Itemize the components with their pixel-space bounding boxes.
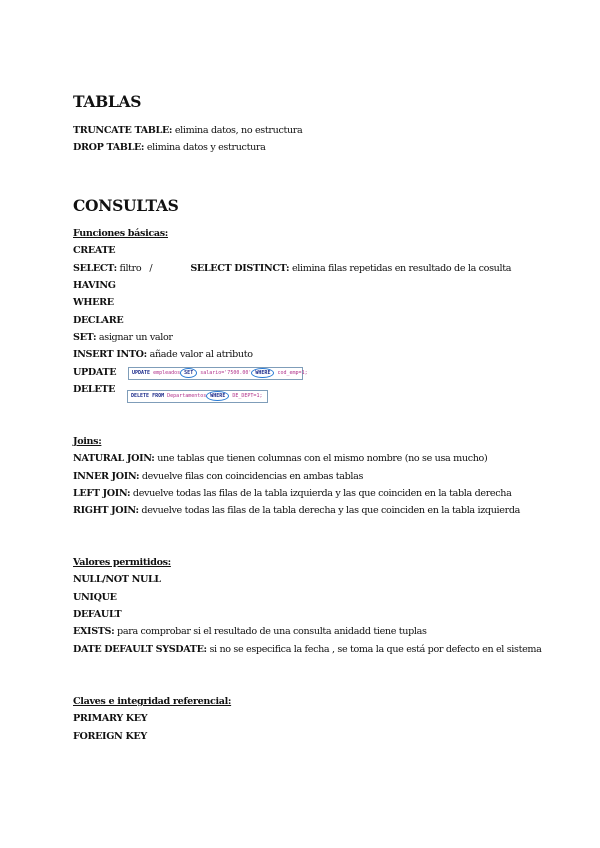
section-joins bbox=[73, 433, 520, 520]
subheading: Funciones básicas: bbox=[73, 228, 168, 239]
section-claves: Claves e integridad referencial: PRIMARY KEY FOREIGN KEY bbox=[73, 696, 232, 742]
section-tablas bbox=[73, 122, 302, 157]
update-code-image: UPDATE empleados SET salario='7500.00' WHERE cod_emp=1; bbox=[128, 367, 303, 380]
section-valores: Valores permitidos: NULL/NOT NULL UNIQUE DEFAULT EXISTS: para comprobar si el resultado de una consulta anidadd tiene tuplas DATE DEFAULT SYSDATE: si no se especifica la fecha , se toma la que está por defecto en el sistema bbox=[73, 557, 542, 655]
list-item: DROP TABLE: elimina datos y estructura bbox=[73, 142, 266, 154]
subheading: Claves e integridad referencial: bbox=[73, 696, 232, 707]
subheading: Joins: bbox=[73, 436, 102, 447]
subheading: Valores permitidos: bbox=[73, 557, 171, 568]
list-item: LEFT JOIN: devuelve todas las filas de la tabla izquierda y las que coinciden en la tabla derecha bbox=[73, 488, 512, 500]
delete-code-image: DELETE FROM Departamentos WHERE DE_DEPT=1; bbox=[127, 390, 268, 403]
heading-tablas: TABLAS bbox=[73, 92, 142, 111]
list-item: RIGHT JOIN: devuelve todas las filas de la tabla derecha y las que coinciden en la tabla izquierda bbox=[73, 505, 520, 517]
list-item: NATURAL JOIN: une tablas que tienen columnas con el mismo nombre (no se usa mucho) bbox=[73, 453, 488, 465]
heading-consultas: CONSULTAS bbox=[73, 196, 179, 215]
section-funciones: Funciones básicas: CREATE SELECT: filtro / SELECT DISTINCT: elimina filas repetidas en resultado de la cosulta HAVING WHERE DECLARE SET: asignar un valor INSERT INTO: añade valor al atributo UPDATE DELETE bbox=[73, 228, 512, 396]
list-item: TRUNCATE TABLE: elimina datos, no estructura bbox=[73, 125, 303, 136]
list-item: INNER JOIN: devuelve filas con coincidencias en ambas tablas bbox=[73, 470, 364, 482]
